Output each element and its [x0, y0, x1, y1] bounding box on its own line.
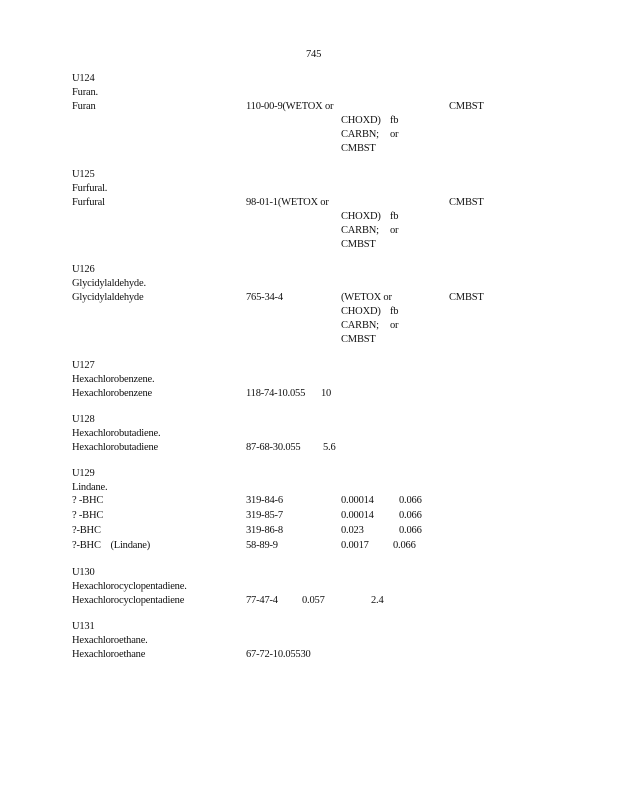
waste-heading: Hexachlorobutadiene. — [72, 428, 161, 439]
method-line: CHOXD) — [341, 115, 381, 126]
page-number: 745 — [306, 49, 322, 60]
constituent-name: Hexachlorobutadiene — [72, 442, 158, 453]
waste-code: U126 — [72, 264, 95, 275]
method-line: (WETOX or — [341, 292, 392, 303]
waste-code: U128 — [72, 414, 95, 425]
nonwastewater-standard: 2.4 — [371, 595, 384, 606]
cas-number: 58-89-9 — [246, 540, 278, 551]
treatment-standard: CMBST — [449, 197, 484, 208]
method-line: CARBN; — [341, 129, 379, 140]
method-line: CARBN; — [341, 320, 379, 331]
cas-number: 319-85-7 — [246, 510, 283, 521]
standard-value: 10 — [321, 388, 332, 399]
constituent-name: Hexachloroethane — [72, 649, 146, 660]
constituent-name: ?-BHC (Lindane) — [72, 540, 151, 551]
cas-number: 87-68-30.055 — [246, 442, 301, 453]
constituent-name: ? -BHC — [72, 510, 104, 521]
constituent-name: Furan — [72, 101, 96, 112]
method-suffix: fb — [390, 211, 399, 222]
method-suffix: or — [390, 225, 399, 236]
waste-heading: Furfural. — [72, 183, 108, 194]
wastewater-standard: 0.0017 — [341, 540, 369, 551]
waste-code: U124 — [72, 73, 95, 84]
waste-code: U127 — [72, 360, 95, 371]
constituent-name: Hexachlorocyclopentadiene — [72, 595, 185, 606]
nonwastewater-standard: 0.066 — [399, 525, 422, 536]
wastewater-standard: 0.00014 — [341, 495, 374, 506]
nonwastewater-standard: 0.066 — [399, 510, 422, 521]
nonwastewater-standard: 0.066 — [399, 495, 422, 506]
cas-number: 67-72-10.05530 — [246, 649, 311, 660]
waste-heading: Furan. — [72, 87, 98, 98]
constituent-name: Glycidylaldehyde — [72, 292, 144, 303]
waste-heading: Hexachlorobenzene. — [72, 374, 155, 385]
waste-code: U130 — [72, 567, 95, 578]
cas-number: 765-34-4 — [246, 292, 283, 303]
method-line: CARBN; — [341, 225, 379, 236]
method-line: CMBST — [341, 143, 376, 154]
method-line: CHOXD) — [341, 306, 381, 317]
constituent-name: Furfural — [72, 197, 105, 208]
treatment-standard: CMBST — [449, 292, 484, 303]
method-line: CMBST — [341, 239, 376, 250]
constituent-name: ? -BHC — [72, 495, 104, 506]
waste-heading: Lindane. — [72, 482, 108, 493]
method-suffix: fb — [390, 115, 399, 126]
method-suffix: or — [390, 320, 399, 331]
wastewater-standard: 0.057 — [302, 595, 325, 606]
waste-code: U129 — [72, 468, 95, 479]
cas-number: 118-74-10.055 — [246, 388, 306, 399]
method-line: CMBST — [341, 334, 376, 345]
constituent-name: ?-BHC — [72, 525, 101, 536]
method-line: CHOXD) — [341, 211, 381, 222]
method-suffix: fb — [390, 306, 399, 317]
nonwastewater-standard: 0.066 — [393, 540, 416, 551]
treatment-standard: CMBST — [449, 101, 484, 112]
waste-heading: Hexachlorocyclopentadiene. — [72, 581, 187, 592]
wastewater-standard: 0.023 — [341, 525, 364, 536]
cas-number: 319-86-8 — [246, 525, 283, 536]
cas-number: 110-00-9(WETOX or — [246, 101, 334, 112]
cas-number: 77-47-4 — [246, 595, 278, 606]
standard-value: 5.6 — [323, 442, 336, 453]
wastewater-standard: 0.00014 — [341, 510, 374, 521]
cas-number: 98-01-1(WETOX or — [246, 197, 329, 208]
cas-number: 319-84-6 — [246, 495, 283, 506]
constituent-name: Hexachlorobenzene — [72, 388, 152, 399]
waste-heading: Hexachloroethane. — [72, 635, 148, 646]
waste-code: U131 — [72, 621, 95, 632]
waste-code: U125 — [72, 169, 95, 180]
method-suffix: or — [390, 129, 399, 140]
waste-heading: Glycidylaldehyde. — [72, 278, 146, 289]
